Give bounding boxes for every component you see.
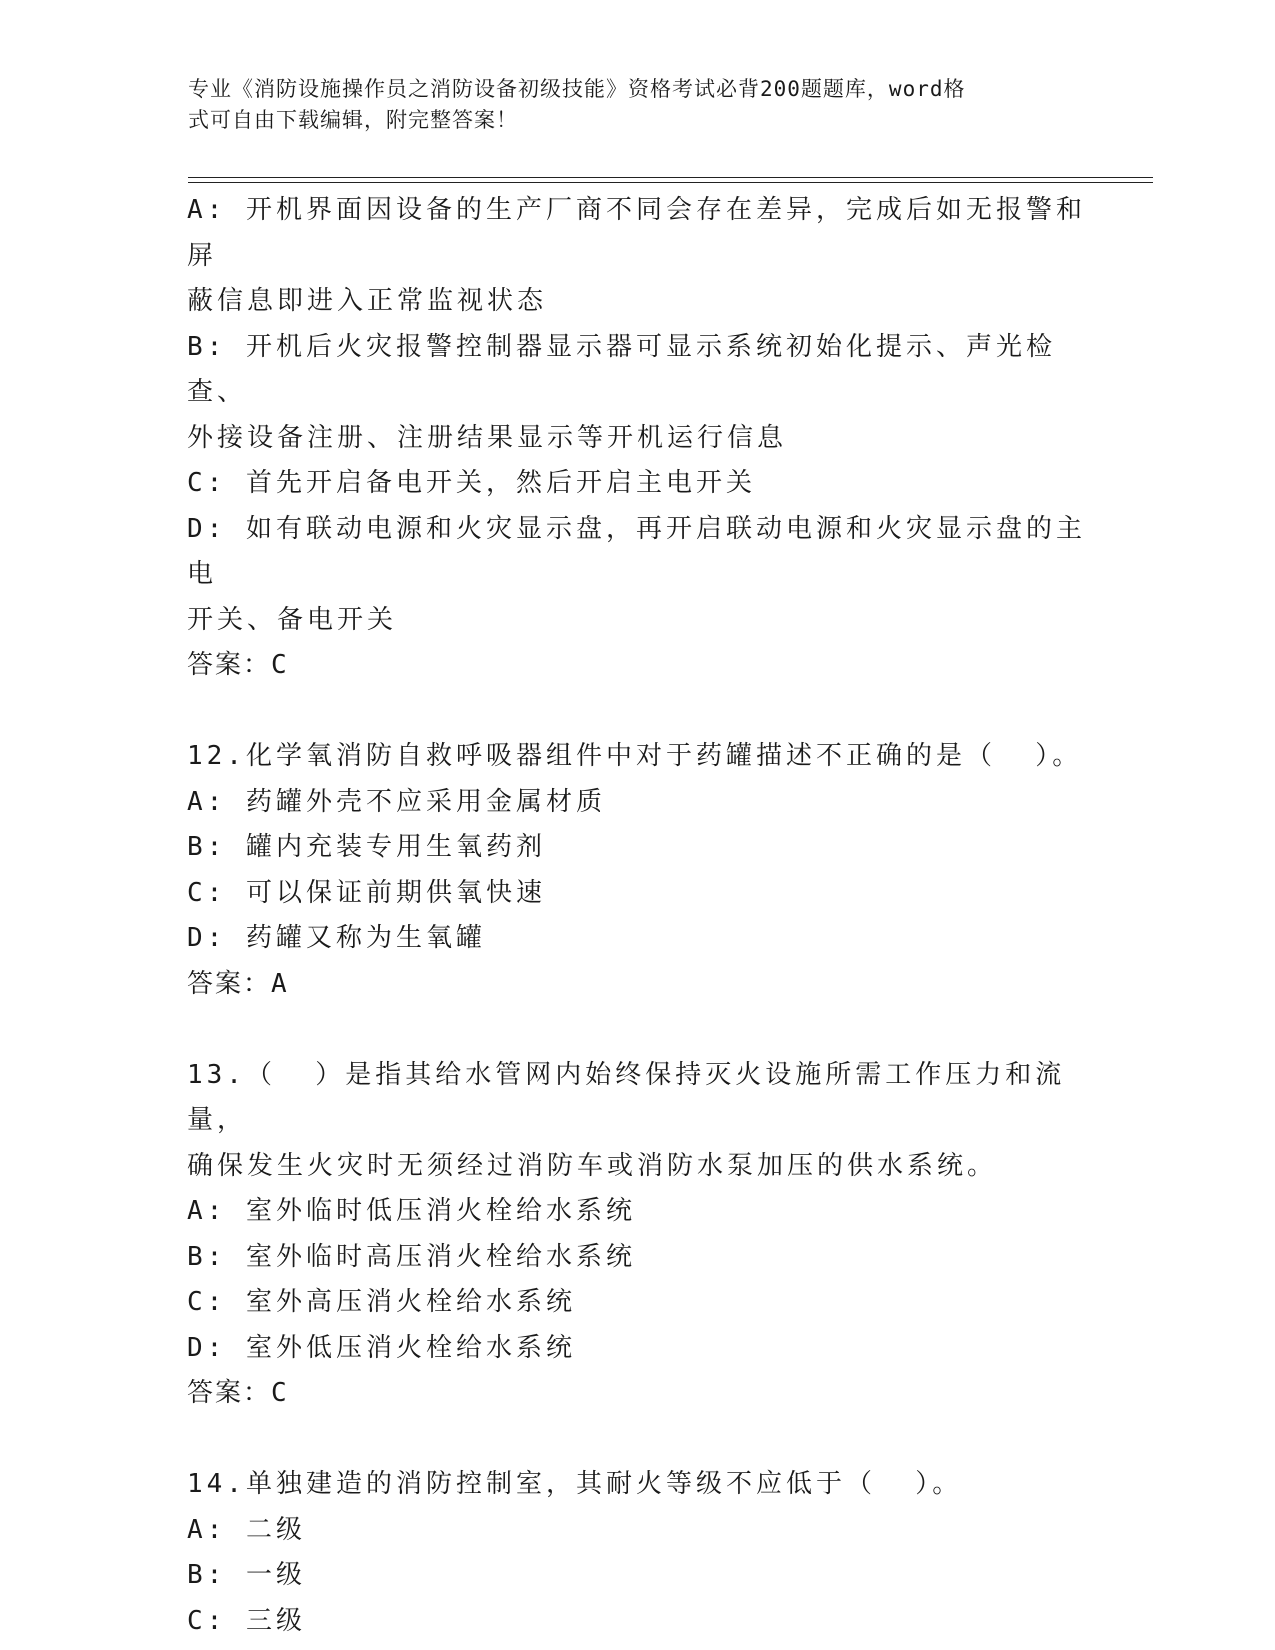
header-rule-top	[188, 177, 1153, 178]
header-rule-bottom	[188, 182, 1153, 183]
question-13	[187, 1053, 1087, 1417]
question-14	[187, 1462, 1087, 1644]
option-b: B: 开机后火灾报警控制器显示器可显示系统初始化提示、声光检查、	[187, 331, 1056, 407]
question-stem-continued: 确保发生火灾时无须经过消防车或消防水泵加压的供水系统。	[187, 1150, 998, 1181]
question-list	[187, 188, 1087, 1644]
option-d: D: 如有联动电源和火灾显示盘，再开启联动电源和火灾显示盘的主电	[187, 513, 1086, 589]
option-c: C: 室外高压消火栓给水系统	[187, 1287, 576, 1317]
header-title-line-1: 专业《消防设施操作员之消防设备初级技能》资格考试必背200题题库，word格	[188, 77, 966, 101]
option-a: A: 开机界面因设备的生产厂商不同会存在差异，完成后如无报警和屏	[187, 195, 1086, 271]
question-11-tail	[187, 188, 1087, 689]
question-12	[187, 734, 1087, 1007]
option-b: B: 一级	[187, 1560, 306, 1590]
option-a-continued: 蔽信息即进入正常监视状态	[187, 286, 548, 316]
option-b-continued: 外接设备注册、注册结果显示等开机运行信息	[187, 422, 788, 453]
answer: 答案：C	[187, 650, 289, 680]
option-c: C: 可以保证前期供氧快速	[187, 877, 546, 908]
option-a: A: 室外临时低压消火栓给水系统	[187, 1196, 636, 1226]
spacer	[187, 689, 1087, 735]
option-a: A: 药罐外壳不应采用金属材质	[187, 786, 606, 817]
option-c: C: 三级	[187, 1605, 306, 1636]
header-title-line-2: 式可自由下载编辑，附完整答案！	[188, 108, 518, 132]
option-a: A: 二级	[187, 1514, 306, 1545]
option-b: B: 罐内充装专用生氧药剂	[187, 832, 546, 862]
answer: 答案：C	[187, 1378, 289, 1408]
option-d: D: 室外低压消火栓给水系统	[187, 1332, 576, 1363]
option-d-continued: 开关、备电开关	[187, 604, 398, 635]
question-stem: 14.单独建造的消防控制室，其耐火等级不应低于（ ）。	[187, 1469, 963, 1499]
option-d: D: 药罐又称为生氧罐	[187, 923, 486, 953]
document-header	[188, 74, 1068, 136]
question-stem: 13.（ ）是指其给水管网内始终保持灭火设施所需工作压力和流量，	[187, 1059, 1066, 1135]
option-b: B: 室外临时高压消火栓给水系统	[187, 1241, 636, 1272]
spacer	[187, 1417, 1087, 1463]
answer: 答案：A	[187, 968, 289, 999]
option-c: C: 首先开启备电开关，然后开启主电开关	[187, 468, 756, 498]
question-stem: 12.化学氧消防自救呼吸器组件中对于药罐描述不正确的是（ ）。	[187, 741, 1083, 771]
spacer	[187, 1007, 1087, 1053]
